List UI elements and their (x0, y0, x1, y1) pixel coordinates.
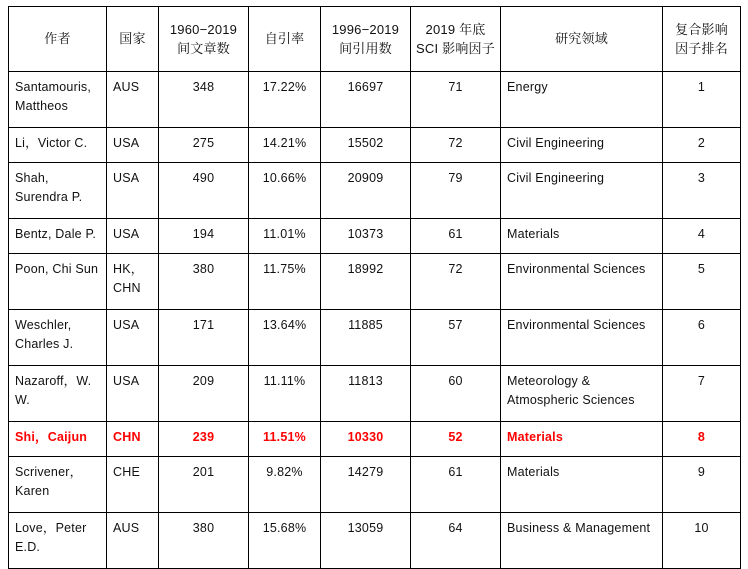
cell-impact-factor: 61 (411, 457, 501, 513)
cell-citations: 13059 (321, 513, 411, 569)
column-header-rank (663, 7, 741, 72)
cell-author: Poon, Chi Sun (9, 254, 107, 310)
cell-impact-factor: 57 (411, 310, 501, 366)
cell-papers: 201 (159, 457, 249, 513)
cell-country: USA (107, 128, 159, 163)
cell-self-citation-rate: 15.68% (249, 513, 321, 569)
table-row (9, 366, 741, 422)
cell-papers: 490 (159, 163, 249, 219)
cell-papers: 380 (159, 254, 249, 310)
table-row (9, 219, 741, 254)
cell-self-citation-rate: 9.82% (249, 457, 321, 513)
table-row (9, 128, 741, 163)
header-line-1: 自引率 (264, 31, 305, 47)
header-line-1: 1996−2019 (331, 21, 400, 37)
cell-author: Shi，Caijun (9, 422, 107, 457)
cell-citations: 10330 (321, 422, 411, 457)
cell-research-field: Environmental Sciences (501, 310, 663, 366)
cell-citations: 11813 (321, 366, 411, 422)
cell-citations: 11885 (321, 310, 411, 366)
column-header-research-field (501, 7, 663, 72)
cell-impact-factor: 52 (411, 422, 501, 457)
cell-country: AUS (107, 72, 159, 128)
cell-country: USA (107, 310, 159, 366)
cell-self-citation-rate: 11.75% (249, 254, 321, 310)
cell-impact-factor: 60 (411, 366, 501, 422)
header-line-1: 研究领域 (555, 31, 608, 47)
cell-country: CHN (107, 422, 159, 457)
cell-rank: 3 (663, 163, 741, 219)
cell-self-citation-rate: 11.11% (249, 366, 321, 422)
cell-impact-factor: 71 (411, 72, 501, 128)
cell-research-field: Materials (501, 422, 663, 457)
cell-impact-factor: 79 (411, 163, 501, 219)
cell-research-field: Environmental Sciences (501, 254, 663, 310)
cell-author: Bentz, Dale P. (9, 219, 107, 254)
table-body (9, 72, 741, 569)
cell-research-field: Business & Management (501, 513, 663, 569)
cell-research-field: Civil Engineering (501, 128, 663, 163)
cell-author: Scrivener，Karen (9, 457, 107, 513)
table-row (9, 163, 741, 219)
cell-papers: 275 (159, 128, 249, 163)
cell-self-citation-rate: 11.51% (249, 422, 321, 457)
cell-impact-factor: 61 (411, 219, 501, 254)
cell-author: Weschler, Charles J. (9, 310, 107, 366)
cell-rank: 5 (663, 254, 741, 310)
cell-country: USA (107, 219, 159, 254)
table-row-highlighted (9, 422, 741, 457)
cell-country: AUS (107, 513, 159, 569)
cell-papers: 171 (159, 310, 249, 366)
cell-country: CHE (107, 457, 159, 513)
cell-citations: 18992 (321, 254, 411, 310)
cell-papers: 194 (159, 219, 249, 254)
header-line-2: SCI 影响因子 (416, 41, 495, 56)
header-line-1: 国家 (119, 31, 146, 47)
cell-research-field: Civil Engineering (501, 163, 663, 219)
cell-citations: 15502 (321, 128, 411, 163)
cell-country: USA (107, 163, 159, 219)
table-row (9, 457, 741, 513)
cell-author: Li，Victor C. (9, 128, 107, 163)
column-header-author (9, 7, 107, 72)
cell-rank: 4 (663, 219, 741, 254)
cell-research-field: Materials (501, 457, 663, 513)
cell-rank: 8 (663, 422, 741, 457)
cell-self-citation-rate: 11.01% (249, 219, 321, 254)
header-row (9, 7, 741, 72)
cell-self-citation-rate: 13.64% (249, 310, 321, 366)
header-line-1: 1960−2019 (169, 21, 238, 37)
cell-impact-factor: 72 (411, 128, 501, 163)
header-line-2: 因子排名 (675, 41, 728, 56)
cell-papers: 348 (159, 72, 249, 128)
cell-papers: 380 (159, 513, 249, 569)
cell-research-field: Materials (501, 219, 663, 254)
table-header (9, 7, 741, 72)
cell-self-citation-rate: 10.66% (249, 163, 321, 219)
cell-author: Shah, Surendra P. (9, 163, 107, 219)
header-line-2: 间文章数 (177, 41, 230, 56)
header-line-1: 复合影响 (675, 21, 728, 37)
cell-country: HK，CHN (107, 254, 159, 310)
cell-research-field: Energy (501, 72, 663, 128)
cell-rank: 7 (663, 366, 741, 422)
cell-rank: 6 (663, 310, 741, 366)
table-row (9, 254, 741, 310)
cell-rank: 10 (663, 513, 741, 569)
cell-citations: 20909 (321, 163, 411, 219)
header-line-1: 2019 年底 (425, 21, 486, 37)
cell-research-field: Meteorology & Atmospheric Sciences (501, 366, 663, 422)
column-header-citations (321, 7, 411, 72)
cell-self-citation-rate: 14.21% (249, 128, 321, 163)
header-line-1: 作者 (44, 31, 71, 47)
column-header-country (107, 7, 159, 72)
header-line-2: 间引用数 (339, 41, 392, 56)
cell-author: Nazaroff，W. W. (9, 366, 107, 422)
cell-rank: 1 (663, 72, 741, 128)
cell-citations: 16697 (321, 72, 411, 128)
cell-rank: 2 (663, 128, 741, 163)
column-header-impact-factor (411, 7, 501, 72)
cell-citations: 14279 (321, 457, 411, 513)
column-header-self-citation-rate (249, 7, 321, 72)
cell-country: USA (107, 366, 159, 422)
cell-impact-factor: 72 (411, 254, 501, 310)
cell-papers: 209 (159, 366, 249, 422)
cell-citations: 10373 (321, 219, 411, 254)
column-header-papers (159, 7, 249, 72)
cell-author: Love，Peter E.D. (9, 513, 107, 569)
table-row (9, 72, 741, 128)
cell-author: Santamouris, Mattheos (9, 72, 107, 128)
cell-rank: 9 (663, 457, 741, 513)
table-row (9, 513, 741, 569)
cell-self-citation-rate: 17.22% (249, 72, 321, 128)
table-row (9, 310, 741, 366)
cell-papers: 239 (159, 422, 249, 457)
authors-table (8, 6, 741, 569)
cell-impact-factor: 64 (411, 513, 501, 569)
